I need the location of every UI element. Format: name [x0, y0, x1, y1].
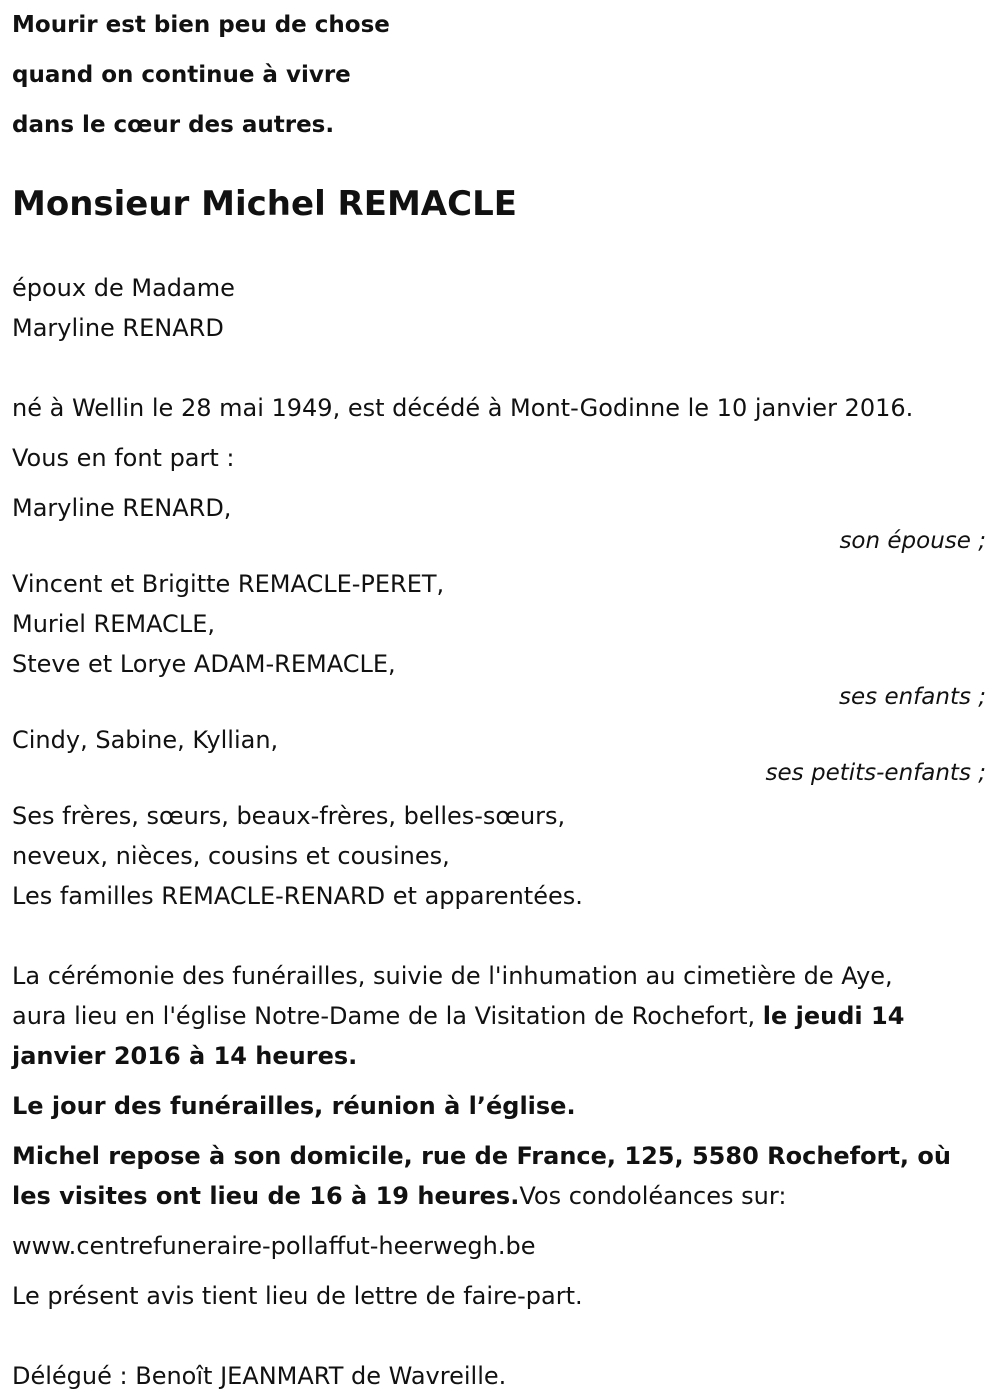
resting-place: Michel repose à son domicile, rue de France, 125, 5580 Rochefort, où — [12, 1142, 951, 1170]
extended-family-block — [12, 796, 988, 916]
grandchildren-block — [12, 720, 988, 786]
family-line: Les familles REMACLE-RENARD et apparentées. — [12, 882, 583, 910]
ceremony-block — [12, 956, 988, 1076]
condolences-intro: Vos condoléances sur: — [519, 1182, 787, 1210]
spouse-block — [12, 488, 988, 554]
family-line: Ses frères, sœurs, beaux-frères, belles-sœurs, — [12, 802, 566, 830]
ceremony-line-2 — [12, 996, 988, 1036]
grandchildren-entry: Cindy, Sabine, Kyllian, — [12, 726, 279, 754]
children-role: ses enfants ; — [839, 684, 986, 710]
ceremony-date-start: le jeudi 14 — [762, 1002, 905, 1030]
grandchildren-role: ses petits-enfants ; — [765, 760, 986, 786]
birth-death-line: né à Wellin le 28 mai 1949, est décédé à Mont-Godinne le 10 janvier 2016. — [12, 394, 914, 422]
child-entry: Muriel REMACLE, — [12, 610, 215, 638]
spouse-name: Maryline RENARD — [12, 314, 224, 342]
announcement-intro: Vous en font part : — [12, 444, 235, 472]
spouse-intro: époux de Madame — [12, 274, 235, 302]
deceased-name: Monsieur Michel REMACLE — [12, 184, 517, 224]
ceremony-place: aura lieu en l'église Notre-Dame de la Visitation de Rochefort, — [12, 1002, 763, 1030]
visiting-hours: les visites ont lieu de 16 à 19 heures. — [12, 1182, 520, 1210]
children-block — [12, 564, 988, 710]
spouse-role: son épouse ; — [839, 528, 986, 554]
quote-line-3: dans le cœur des autres. — [12, 112, 335, 138]
resting-block — [12, 1136, 988, 1216]
child-entry: Vincent et Brigitte REMACLE-PERET, — [12, 570, 445, 598]
visiting-hours-line — [12, 1176, 988, 1216]
quote-line-2: quand on continue à vivre — [12, 62, 351, 88]
ceremony-line-1: La cérémonie des funérailles, suivie de l'inhumation au cimetière de Aye, — [12, 962, 893, 990]
meeting-info: Le jour des funérailles, réunion à l’église. — [12, 1092, 576, 1120]
delegate-line: Délégué : Benoît JEANMART de Wavreille. — [12, 1362, 507, 1390]
notice-statement: Le présent avis tient lieu de lettre de faire-part. — [12, 1282, 583, 1310]
spouse-entry: Maryline RENARD, — [12, 494, 232, 522]
ceremony-date-end: janvier 2016 à 14 heures. — [12, 1042, 358, 1070]
condolences-website-link[interactable]: www.centrefuneraire-pollaffut-heerwegh.be — [12, 1232, 536, 1260]
family-line: neveux, nièces, cousins et cousines, — [12, 842, 450, 870]
quote-line-1: Mourir est bien peu de chose — [12, 12, 390, 38]
child-entry: Steve et Lorye ADAM-REMACLE, — [12, 650, 396, 678]
epitaph-quote — [12, 0, 988, 150]
